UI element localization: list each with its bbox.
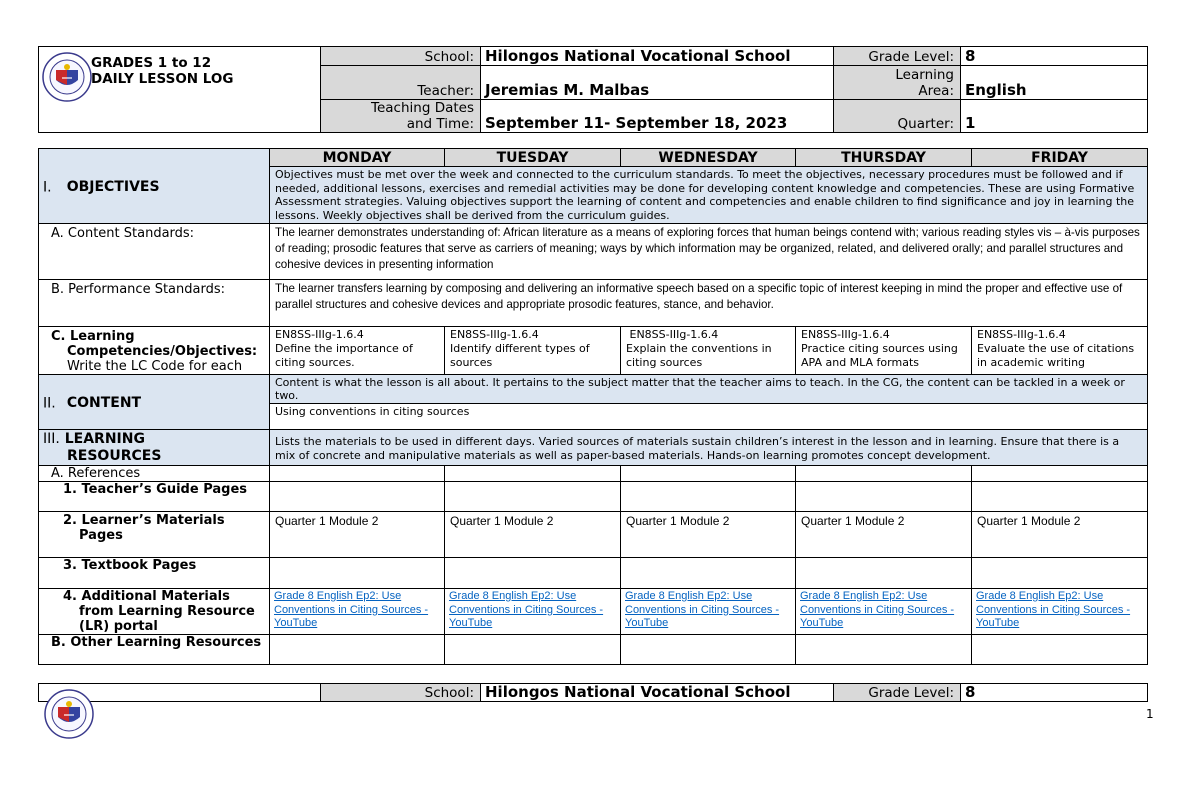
footer-school-value: Hilongos National Vocational School	[481, 684, 834, 702]
other-resources-cell	[972, 635, 1148, 665]
teacher-label: Teacher:	[321, 66, 481, 100]
learning-area-label-line1: Learning	[895, 67, 954, 83]
learning-area-label-line2: Area:	[918, 83, 954, 99]
additional-materials-thursday	[796, 589, 972, 635]
additional-materials-label-line3: (LR) portal	[79, 619, 158, 634]
content-standards-label: A. Content Standards:	[39, 224, 270, 280]
quarter-value: 1	[961, 100, 1148, 133]
competency-text: Explain the conventions in citing sources	[626, 342, 772, 369]
quarter-label: Quarter:	[834, 100, 961, 133]
references-cell	[621, 466, 796, 482]
additional-materials-label-line2: from Learning Resource	[79, 604, 255, 619]
youtube-link[interactable]: Grade 8 English Ep2: Use Conventions in Citing Sources - YouTube	[449, 590, 604, 629]
competency-thursday	[796, 327, 972, 375]
competency-text: Define the importance of citing sources.	[275, 342, 413, 369]
other-resources-label: B. Other Learning Resources	[39, 635, 270, 665]
references-cell	[972, 466, 1148, 482]
resources-label-line2: RESOURCES	[67, 447, 162, 464]
textbook-cell	[621, 558, 796, 589]
deped-seal-icon	[44, 689, 94, 739]
grade-level-label: Grade Level:	[834, 47, 961, 66]
resources-number: III.	[43, 430, 60, 447]
learners-materials-tuesday: Quarter 1 Module 2	[445, 512, 621, 558]
footer-grade-label: Grade Level:	[834, 684, 961, 702]
day-tuesday: TUESDAY	[445, 149, 621, 167]
school-label: School:	[321, 47, 481, 66]
references-cell	[796, 466, 972, 482]
competency-text: Evaluate the use of citations in academic writing	[977, 342, 1135, 369]
youtube-link[interactable]: Grade 8 English Ep2: Use Conventions in Citing Sources - YouTube	[274, 590, 429, 629]
performance-standards-label: B. Performance Standards:	[39, 280, 270, 327]
footer-grade-value: 8	[961, 684, 1148, 702]
competencies-letter: C.	[51, 329, 66, 344]
additional-materials-label	[39, 589, 270, 635]
content-heading	[39, 375, 270, 430]
competency-code: EN8SS-IIIg-1.6.4	[977, 328, 1066, 341]
resources-label-line1: LEARNING	[64, 430, 145, 447]
teacher-value: Jeremias M. Malbas	[481, 66, 834, 100]
performance-standards-text: The learner transfers learning by composing and delivering an informative speech based on a specific topic of interest keeping in mind the proper and effective use of parallel structures and cohesive devices and appropriate prosodic features, stance, and behavior.	[270, 280, 1148, 327]
objectives-label: OBJECTIVES	[66, 179, 160, 195]
learning-area-value: English	[961, 66, 1148, 100]
day-monday: MONDAY	[270, 149, 445, 167]
day-wednesday: WEDNESDAY	[621, 149, 796, 167]
learning-area-label	[834, 66, 961, 100]
references-label: A. References	[39, 466, 270, 482]
learners-materials-monday: Quarter 1 Module 2	[270, 512, 445, 558]
footer-table	[38, 683, 1148, 702]
competency-text: Identify different types of sources	[450, 342, 590, 369]
competencies-label-line3: Write the LC Code for each	[67, 359, 243, 374]
teachers-guide-cell	[270, 482, 445, 512]
other-resources-cell	[270, 635, 445, 665]
log-title-line1: GRADES 1 to 12	[91, 55, 212, 71]
content-text: Content is what the lesson is all about. It pertains to the subject matter that the teacher aims to teach. In the CG, the content can be tackled in a week or two.	[270, 375, 1148, 404]
log-title-line2: DAILY LESSON LOG	[91, 71, 234, 87]
teaching-dates-value: September 11- September 18, 2023	[481, 100, 834, 133]
teachers-guide-label: 1. Teacher’s Guide Pages	[39, 482, 270, 512]
additional-materials-label-line1: 4. Additional Materials	[63, 589, 230, 604]
footer-school-label: School:	[321, 684, 481, 702]
day-friday: FRIDAY	[972, 149, 1148, 167]
competencies-label-line1: Learning	[70, 329, 135, 344]
other-resources-cell	[796, 635, 972, 665]
teaching-dates-label-line1: Teaching Dates	[371, 100, 474, 116]
competency-tuesday	[445, 327, 621, 375]
competency-code: EN8SS-IIIg-1.6.4	[626, 328, 719, 341]
youtube-link[interactable]: Grade 8 English Ep2: Use Conventions in Citing Sources - YouTube	[625, 590, 780, 629]
competencies-label	[39, 327, 270, 375]
learners-materials-label	[39, 512, 270, 558]
teachers-guide-cell	[445, 482, 621, 512]
teachers-guide-cell	[796, 482, 972, 512]
youtube-link[interactable]: Grade 8 English Ep2: Use Conventions in Citing Sources - YouTube	[976, 590, 1131, 629]
other-resources-cell	[445, 635, 621, 665]
learners-materials-thursday: Quarter 1 Module 2	[796, 512, 972, 558]
youtube-link[interactable]: Grade 8 English Ep2: Use Conventions in Citing Sources - YouTube	[800, 590, 955, 629]
learners-materials-label-line2: Pages	[79, 528, 123, 543]
content-standards-text: The learner demonstrates understanding of: African literature as a means of exploring forces that human beings contend with; various reading styles vis – à-vis purposes of reading; prosodic features that serve as carriers of meaning; ways by which information may be organized, related, and delivered orally; and parallel structures and cohesive devices in presenting information	[270, 224, 1148, 280]
competency-code: EN8SS-IIIg-1.6.4	[450, 328, 539, 341]
learners-materials-wednesday: Quarter 1 Module 2	[621, 512, 796, 558]
lesson-log-table	[38, 148, 1148, 665]
page-number: 1	[1146, 707, 1154, 721]
additional-materials-wednesday	[621, 589, 796, 635]
competency-monday	[270, 327, 445, 375]
teachers-guide-cell	[972, 482, 1148, 512]
competency-code: EN8SS-IIIg-1.6.4	[801, 328, 890, 341]
competency-code: EN8SS-IIIg-1.6.4	[275, 328, 364, 341]
textbook-cell	[270, 558, 445, 589]
grade-level-value: 8	[961, 47, 1148, 66]
additional-materials-friday	[972, 589, 1148, 635]
other-resources-cell	[621, 635, 796, 665]
references-cell	[445, 466, 621, 482]
teaching-dates-label-line2: and Time:	[406, 116, 474, 132]
day-thursday: THURSDAY	[796, 149, 972, 167]
textbook-cell	[445, 558, 621, 589]
additional-materials-tuesday	[445, 589, 621, 635]
content-number: II.	[43, 395, 56, 411]
resources-heading	[39, 430, 270, 466]
header-table	[38, 46, 1148, 133]
textbook-cell	[972, 558, 1148, 589]
objectives-text: Objectives must be met over the week and connected to the curriculum standards. To meet the objectives, necessary procedures must be followed and if needed, additional lessons, exercises and remedial activities may be done for developing content knowledge and competencies. These are using Formative Assessment strategies. Valuing objectives support the learning of content and competencies and enable children to find significance and joy in learning the lessons. Weekly objectives shall be derived from the curriculum guides.	[270, 167, 1148, 224]
objectives-number: I.	[43, 179, 52, 195]
competency-wednesday	[621, 327, 796, 375]
textbook-pages-label: 3. Textbook Pages	[39, 558, 270, 589]
teaching-dates-label	[321, 100, 481, 133]
competency-text: Practice citing sources using APA and MLA formats	[801, 342, 958, 369]
resources-text: Lists the materials to be used in different days. Varied sources of materials sustain children’s interest in the lesson and in learning. Ensure that there is a mix of concrete and manipulative materials as well as paper-based materials. Hands-on learning promotes concept development.	[270, 430, 1148, 466]
learners-materials-friday: Quarter 1 Module 2	[972, 512, 1148, 558]
content-label: CONTENT	[66, 395, 142, 411]
objectives-heading	[39, 149, 270, 224]
school-value: Hilongos National Vocational School	[481, 47, 834, 66]
textbook-cell	[796, 558, 972, 589]
references-cell	[270, 466, 445, 482]
teachers-guide-cell	[621, 482, 796, 512]
learners-materials-label-line1: 2. Learner’s Materials	[63, 513, 225, 528]
competency-friday	[972, 327, 1148, 375]
additional-materials-monday	[270, 589, 445, 635]
days-header-row	[39, 149, 1148, 167]
content-topic: Using conventions in citing sources	[270, 404, 1148, 430]
competencies-label-line2: Competencies/Objectives:	[67, 344, 258, 359]
